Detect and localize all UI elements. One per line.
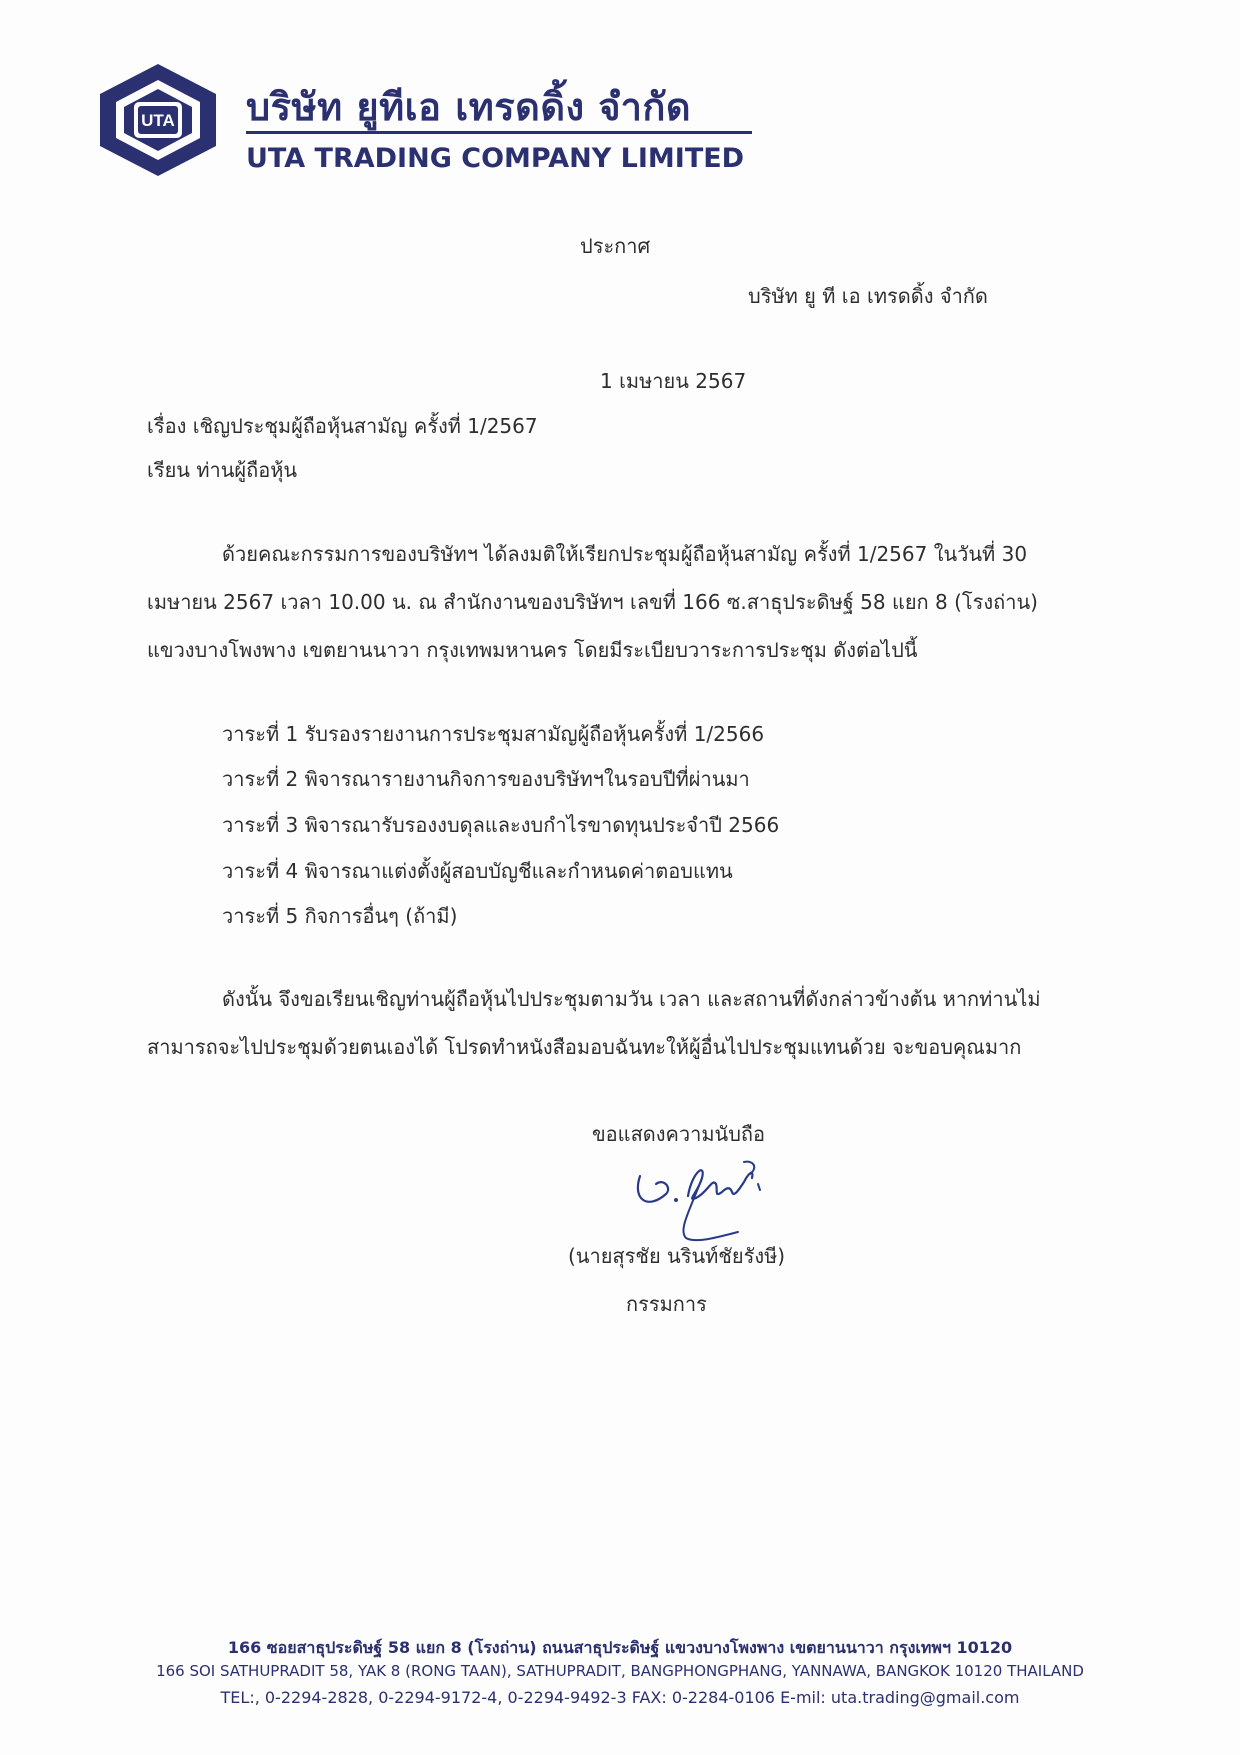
body-line: เมษายน 2567 เวลา 10.00 น. ณ สำนักงานของบริษัทฯ เลขที่ 166 ซ.สาธุประดิษฐ์ 58 แยก 8 (โรงถ่าน) bbox=[147, 590, 1038, 614]
signatory-name: (นายสุรชัย นรินท์ชัยรังษี) bbox=[568, 1244, 786, 1268]
issuer-name: บริษัท ยู ที เอ เทรดดิ้ง จำกัด bbox=[748, 284, 988, 308]
body-line: ด้วยคณะกรรมการของบริษัทฯ ได้ลงมติให้เรียกประชุมผู้ถือหุ้นสามัญ ครั้งที่ 1/2567 ในวันที่ 30 bbox=[222, 542, 1028, 566]
body-line: สามารถจะไปประชุมด้วยตนเองได้ โปรดทำหนังสือมอบฉันทะให้ผู้อื่นไปประชุมแทนด้วย จะขอบคุณมาก bbox=[147, 1035, 1022, 1059]
signatory-position: กรรมการ bbox=[626, 1292, 707, 1316]
company-logo bbox=[96, 62, 220, 178]
footer-address-english: 166 SOI SATHUPRADIT 58, YAK 8 (RONG TAAN), SATHUPRADIT, BANGPHONGPHANG, YANNAWA, BANGKOK 10120 THAILAND bbox=[156, 1662, 1084, 1680]
notice-title: ประกาศ bbox=[580, 234, 651, 258]
agenda-item: วาระที่ 4 พิจารณาแต่งตั้งผู้สอบบัญชีและกำหนดค่าตอบแทน bbox=[222, 859, 733, 883]
letter-subject: เรื่อง เชิญประชุมผู้ถือหุ้นสามัญ ครั้งที่ 1/2567 bbox=[147, 414, 538, 438]
letter-date: 1 เมษายน 2567 bbox=[600, 369, 747, 393]
agenda-item: วาระที่ 1 รับรองรายงานการประชุมสามัญผู้ถือหุ้นครั้งที่ 1/2566 bbox=[222, 722, 765, 746]
footer-address-thai: 166 ซอยสาธุประดิษฐ์ 58 แยก 8 (โรงถ่าน) ถนนสาธุประดิษฐ์ แขวงบางโพงพาง เขตยานนาวา กรุงเทพฯ 10120 bbox=[227, 1638, 1013, 1657]
company-name-thai: บริษัท ยูทีเอ เทรดดิ้ง จำกัด bbox=[246, 85, 692, 129]
agenda-item: วาระที่ 2 พิจารณารายงานกิจการของบริษัทฯในรอบปีที่ผ่านมา bbox=[222, 767, 750, 791]
body-line: แขวงบางโพงพาง เขตยานนาวา กรุงเทพมหานคร โดยมีระเบียบวาระการประชุม ดังต่อไปนี้ bbox=[147, 638, 918, 662]
handwritten-signature bbox=[626, 1148, 776, 1248]
body-line: ดังนั้น จึงขอเรียนเชิญท่านผู้ถือหุ้นไปประชุมตามวัน เวลา และสถานที่ดังกล่าวข้างต้น หากท่านไม่ bbox=[222, 987, 1041, 1011]
svg-text:UTA: UTA bbox=[141, 111, 175, 130]
closing-regards: ขอแสดงความนับถือ bbox=[592, 1122, 766, 1146]
footer-contact: TEL:, 0-2294-2828, 0-2294-9172-4, 0-2294-9492-3 FAX: 0-2284-0106 E-mil: uta.trading@gmail.com bbox=[220, 1688, 1020, 1707]
agenda-item: วาระที่ 5 กิจการอื่นๆ (ถ้ามี) bbox=[222, 904, 458, 928]
company-name-english: UTA TRADING COMPANY LIMITED bbox=[246, 143, 745, 174]
letter-recipient: เรียน ท่านผู้ถือหุ้น bbox=[147, 458, 298, 482]
agenda-item: วาระที่ 3 พิจารณารับรองงบดุลและงบกำไรขาดทุนประจำปี 2566 bbox=[222, 813, 780, 837]
letterhead-rule bbox=[246, 131, 752, 134]
